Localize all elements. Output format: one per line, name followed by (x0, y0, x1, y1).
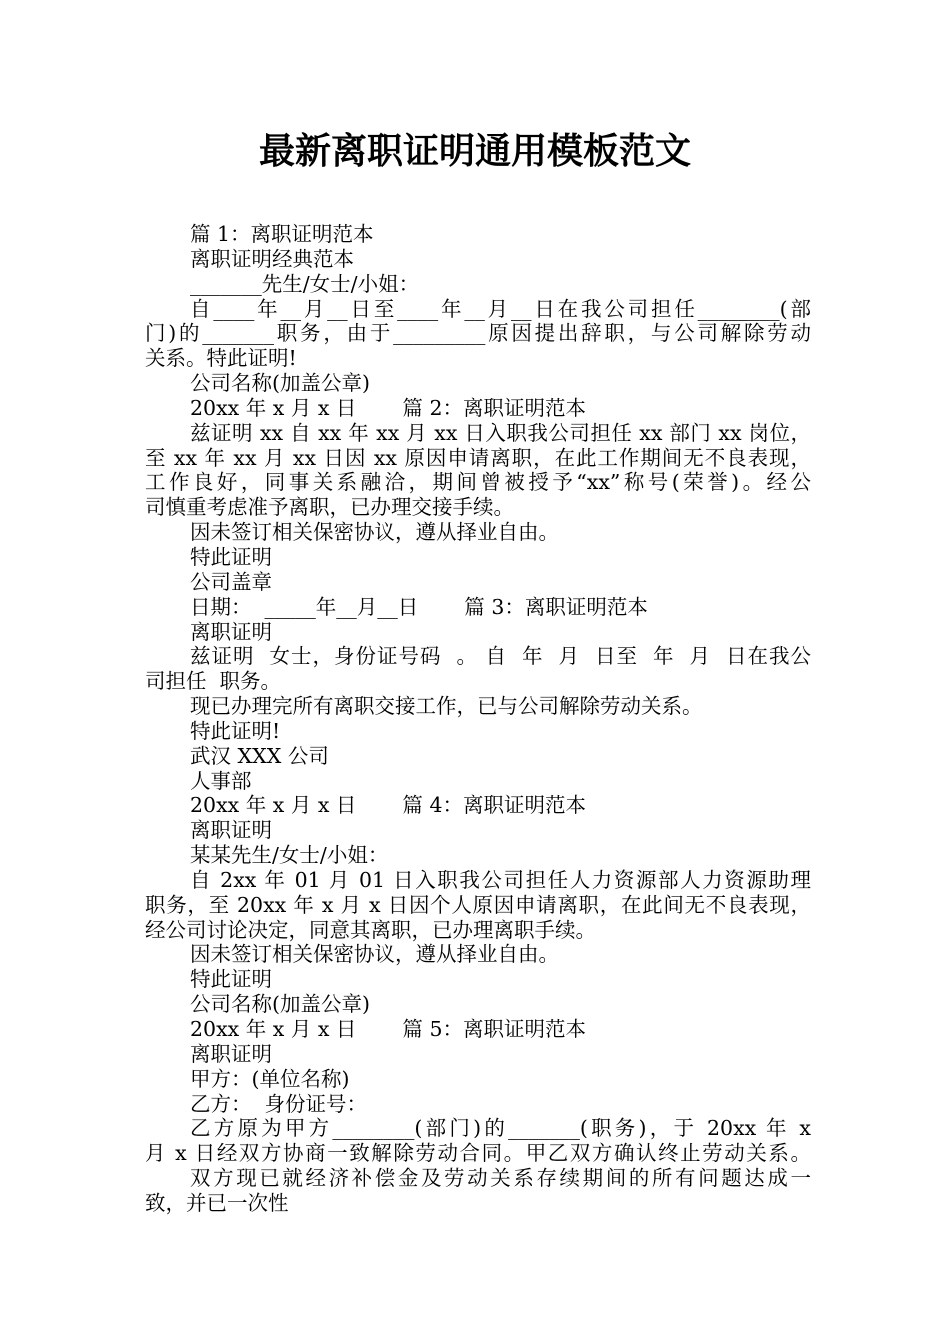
text-line: 因未签订相关保密协议，遵从择业自由。 (190, 520, 559, 545)
text-line: 武汉 XXX 公司 (190, 743, 329, 768)
paragraph-line: 月 x 日经双方协商一致解除劳动合同。甲乙双方确认终止劳动关系。 (145, 1141, 811, 1166)
page-title: 最新离职证明通用模板范文 (258, 131, 691, 172)
paragraph-line: 致，并已一次性 (145, 1190, 289, 1215)
section-heading-2: 篇 2：离职证明范本 (402, 395, 586, 420)
text-line: 因未签订相关保密协议，遵从择业自由。 (190, 942, 559, 967)
paragraph-line: 职务，至 20xx 年 x 月 x 日因个人原因申请离职，在此间无不良表现， (145, 892, 811, 917)
salutation: 某某先生/女士/小姐： (190, 843, 389, 868)
text-line: 离职证明经典范本 (190, 246, 354, 271)
company-seal-line: 公司名称(加盖公章) (190, 992, 370, 1017)
text-line: 离职证明 (190, 619, 272, 644)
text-line: 离职证明 (190, 1041, 272, 1066)
date-text: 日期： _____年__月__日 (190, 594, 419, 619)
paragraph-line: 工作良好，同事关系融洽，期间曾被授予“xx”称号(荣誉)。经公 (145, 470, 811, 495)
date-text: 20xx 年 x 月 x 日 (190, 395, 357, 420)
paragraph-line: 兹证明 xx 自 xx 年 xx 月 xx 日入职我公司担任 xx 部门 xx 岗位， (190, 420, 811, 445)
text-line: 现已办理完所有离职交接工作，已与公司解除劳动关系。 (190, 694, 703, 719)
paragraph-line: 司担任 职务。 (145, 669, 282, 694)
text-line: 离职证明 (190, 818, 272, 843)
text-line: 人事部 (190, 768, 252, 793)
company-seal-line: 公司名称(加盖公章) (190, 371, 370, 396)
date-and-heading-line (145, 793, 811, 818)
section-heading-4: 篇 4：离职证明范本 (402, 793, 586, 818)
paragraph-line: 自 2xx 年 01 月 01 日入职我公司担任人力资源部人力资源助理 (190, 867, 811, 892)
paragraph-line: 双方现已就经济补偿金及劳动关系存续期间的所有问题达成一 (190, 1166, 811, 1191)
paragraph-line: 门)的_______职务，由于_________原因提出辞职，与公司解除劳动 (145, 321, 811, 346)
section-heading-1: 篇 1：离职证明范本 (190, 222, 374, 246)
paragraph-line: 兹证明 女士，身份证号码 。 自 年 月 日至 年 月 日在我公 (190, 644, 811, 669)
section-heading-5: 篇 5：离职证明范本 (402, 1017, 586, 1041)
paragraph-line: 经公司讨论决定，同意其离职，已办理离职手续。 (145, 917, 596, 942)
text-line: 特此证明! (190, 718, 281, 743)
paragraph-line: 关系。特此证明! (145, 346, 297, 371)
text-line: 特此证明 (190, 544, 272, 569)
date-text: 20xx 年 x 月 x 日 (190, 793, 357, 818)
paragraph-line: 自____年__月__日至____年__月__日在我公司担任________(部 (190, 296, 811, 321)
date-text: 20xx 年 x 月 x 日 (190, 1017, 357, 1041)
salutation: _______先生/女士/小姐： (190, 271, 420, 296)
date-and-heading-line (145, 396, 811, 421)
date-and-heading-line (145, 595, 811, 620)
paragraph-line: 至 xx 年 xx 月 xx 日因 xx 原因申请离职，在此工作期间无不良表现， (145, 445, 811, 470)
text-line: 公司盖章 (190, 569, 272, 594)
section-heading-3: 篇 3：离职证明范本 (464, 594, 648, 619)
text-line: 特此证明 (190, 967, 272, 992)
paragraph-line: 乙方原为甲方________(部门)的_______(职务)，于 20xx 年 x (190, 1116, 811, 1141)
text-line: 甲方：(单位名称) (190, 1066, 350, 1091)
date-and-heading-line (145, 1017, 811, 1042)
text-line: 乙方： 身份证号： (190, 1091, 368, 1116)
paragraph-line: 司慎重考虑准予离职，已办理交接手续。 (145, 495, 514, 520)
document-body (145, 222, 811, 1216)
